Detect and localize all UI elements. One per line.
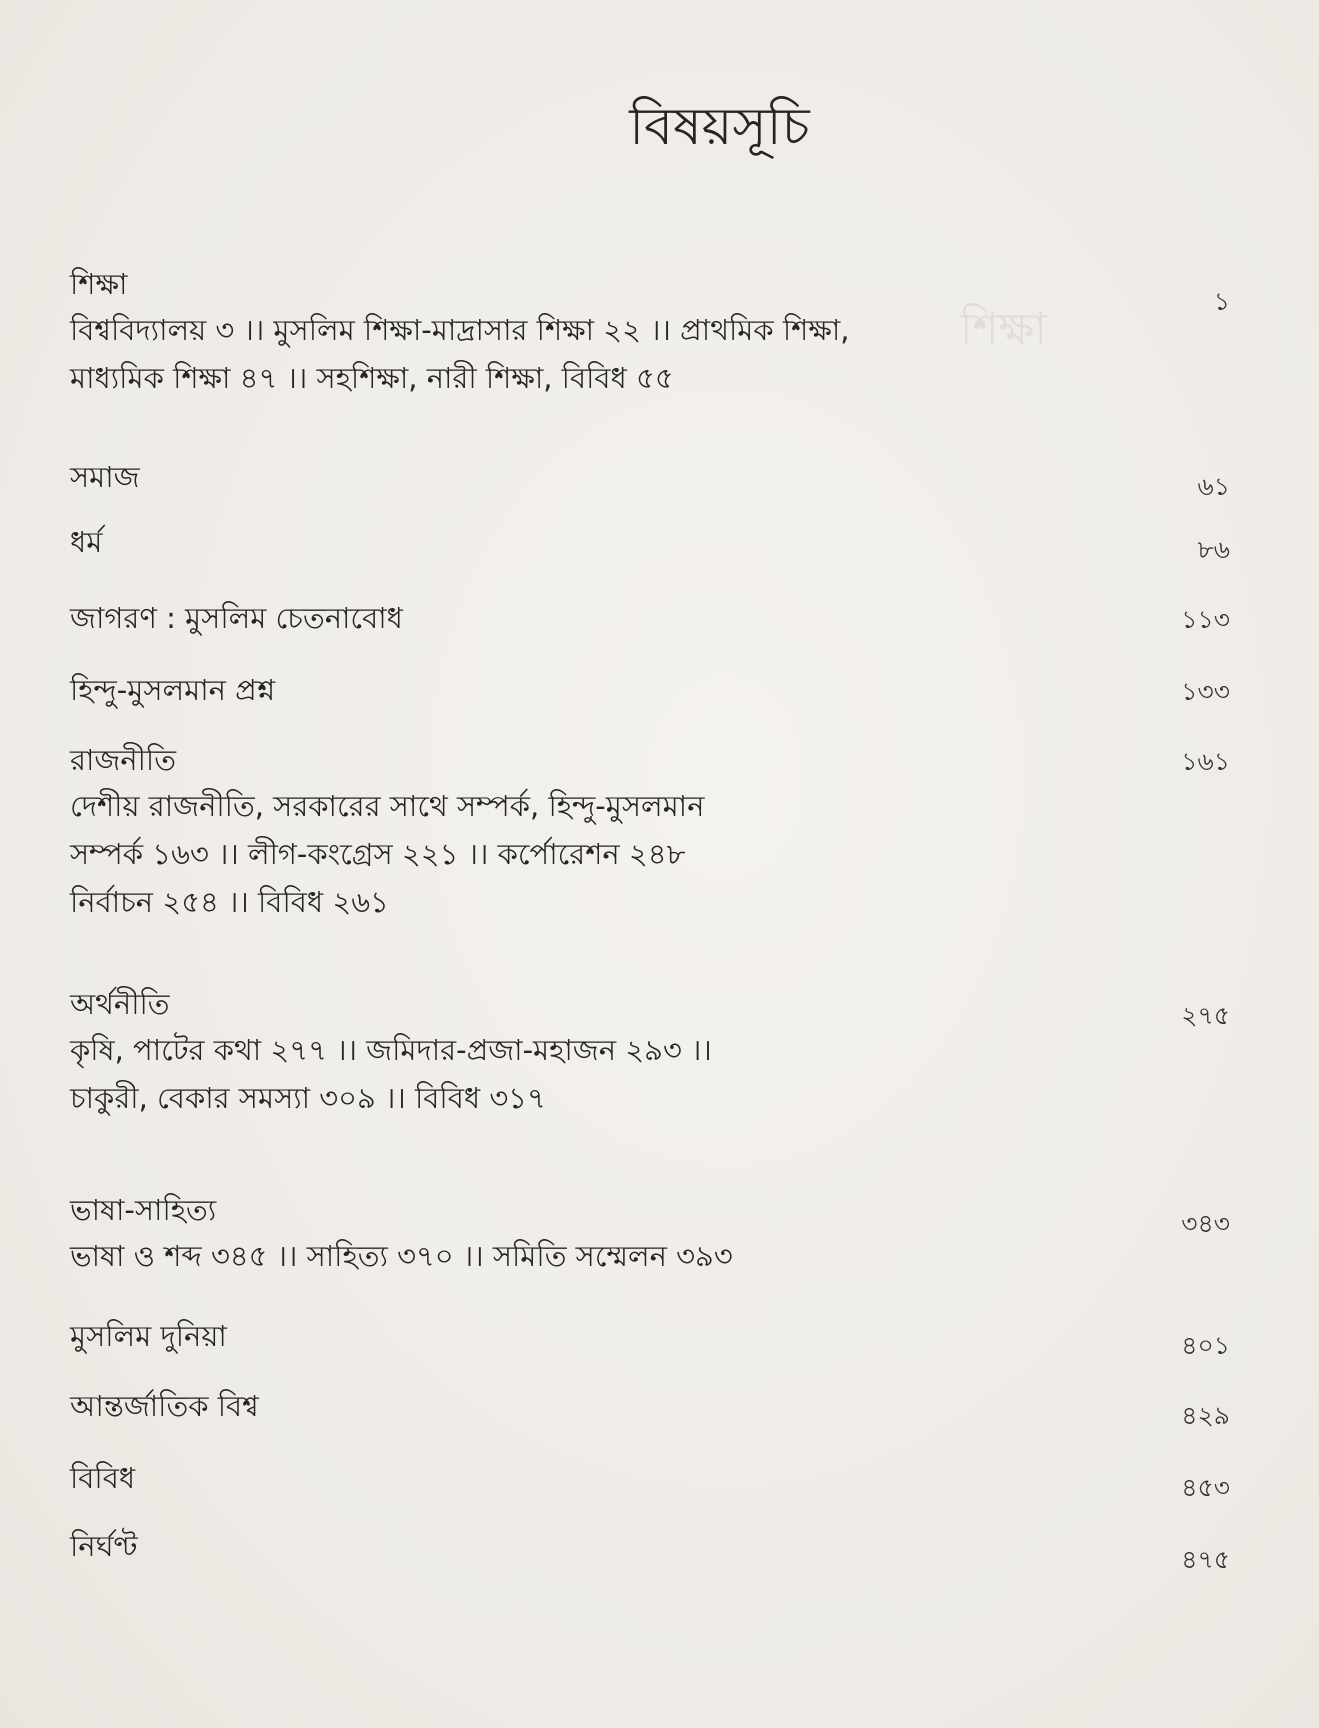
toc-page-number: ২৭৫ (1181, 1001, 1230, 1030)
toc-entry-muslim-world (70, 1314, 1230, 1358)
toc-heading: শিক্ষা (70, 267, 128, 301)
toc-entry-hindu-muslim-question (70, 668, 1230, 712)
toc-page-number: ৬১ (1197, 472, 1230, 501)
toc-entry-international-world (70, 1384, 1230, 1428)
toc-heading: ভাষা-সাহিত্য (70, 1193, 217, 1227)
toc-heading: অর্থনীতি (70, 987, 170, 1021)
toc-entry-economy (70, 982, 1230, 1122)
toc-subline: চাকুরী, বেকার সমস্যা ৩০৯ ।। বিবিধ ৩১৭ (70, 1081, 546, 1115)
toc-entry-miscellaneous (70, 1456, 1230, 1500)
show-through-text: শিক্ষা (960, 304, 1048, 355)
toc-subline: সম্পর্ক ১৬৩ ।। লীগ-কংগ্রেস ২২১ ।। কর্পোরেশন ২৪৮ (70, 837, 686, 871)
toc-page-number: ১৬১ (1181, 747, 1230, 776)
toc-page-number: ৪২৯ (1181, 1401, 1230, 1430)
toc-heading: জাগরণ : মুসলিম চেতনাবোধ (70, 601, 403, 635)
toc-entry-politics (70, 738, 1230, 926)
toc-subline: নির্বাচন ২৫৪ ।। বিবিধ ২৬১ (70, 885, 389, 919)
toc-page-number: ১১৩ (1181, 605, 1230, 634)
toc-entry-religion (70, 520, 1230, 564)
toc-page-number: ৩৪৩ (1181, 1209, 1230, 1238)
toc-heading: হিন্দু-মুসলমান প্রশ্ন (70, 673, 276, 707)
toc-page-number: ৪৫৩ (1181, 1473, 1230, 1502)
toc-page-number: ১ (1213, 287, 1230, 316)
toc-subline: দেশীয় রাজনীতি, সরকারের সাথে সম্পর্ক, হিন্দু-মুসলমান (70, 789, 705, 823)
toc-page-number: ৮৬ (1197, 535, 1230, 564)
toc-page-number: ৪০১ (1181, 1331, 1230, 1360)
page-title: বিষয়সূচি (629, 97, 810, 157)
toc-heading: সমাজ (70, 460, 140, 494)
toc-subline: মাধ্যমিক শিক্ষা ৪৭ ।। সহশিক্ষা, নারী শিক্ষা, বিবিধ ৫৫ (70, 361, 674, 395)
toc-heading: বিবিধ (70, 1461, 136, 1495)
toc-heading: নির্ঘণ্ট (70, 1529, 138, 1563)
toc-heading: রাজনীতি (70, 743, 176, 777)
toc-heading: ধর্ম (70, 525, 103, 559)
toc-entry-awakening (70, 596, 1230, 640)
toc-entry-index (70, 1524, 1230, 1574)
toc-page-number: ৪৭৫ (1181, 1545, 1230, 1574)
toc-entry-education (70, 262, 1230, 402)
toc-subline: কৃষি, পাটের কথা ২৭৭ ।। জমিদার-প্রজা-মহাজন ২৯৩ ।। (70, 1033, 712, 1067)
toc-subline: বিশ্ববিদ্যালয় ৩ ।। মুসলিম শিক্ষা-মাদ্রাসার শিক্ষা ২২ ।। প্রাথমিক শিক্ষা, (70, 313, 850, 347)
toc-page-number: ১৩৩ (1181, 677, 1230, 706)
toc-heading: আন্তর্জাতিক বিশ্ব (70, 1389, 259, 1423)
toc-heading: মুসলিম দুনিয়া (70, 1319, 227, 1353)
toc-entry-society (70, 455, 1230, 499)
toc-subline: ভাষা ও শব্দ ৩৪৫ ।। সাহিত্য ৩৭০ ।। সমিতি সম্মেলন ৩৯৩ (70, 1239, 733, 1273)
toc-entry-language-literature (70, 1188, 1230, 1280)
